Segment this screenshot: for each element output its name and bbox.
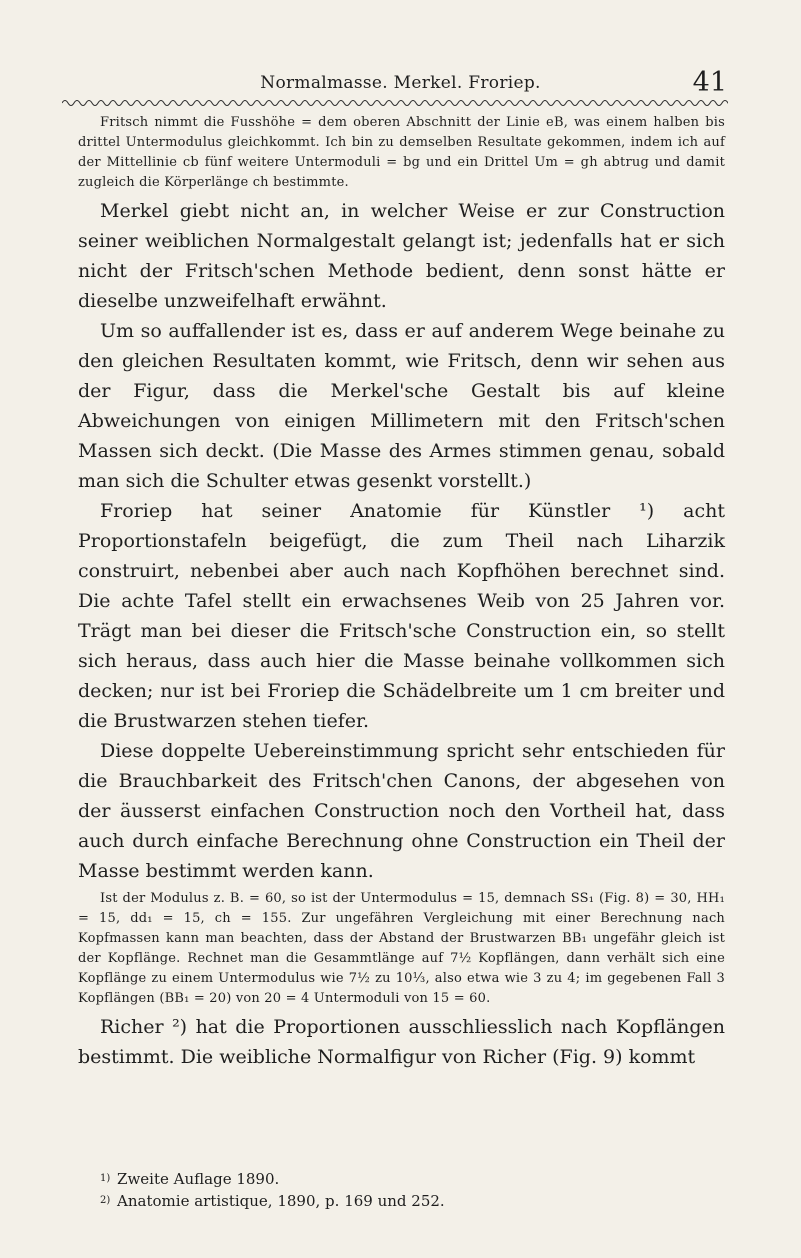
footnotes xyxy=(78,1168,725,1212)
paragraph-modulus-example: Ist der Modulus z. B. = 60, so ist der Untermodulus = 15, demnach SS₁ (Fig. 8) = 30, HH₁ = 15, dd₁ = 15, ch = 155. Zur ungefähren Vergleichung mit einer Berechnung nach Kopfmassen kann man beachten, dass der Abstand der Brustwarzen BB₁ ungefähr gleich ist der Kopflänge. Rechnet man die Gesammtlänge auf 7½ Kopflängen, dann verhält sich eine Kopflänge zu einem Untermodulus wie 7½ zu 10⅓, also etwa wie 3 zu 4; im gegebenen Fall 3 Kopflängen (BB₁ = 20) von 20 = 4 Untermoduli von 15 = 60. xyxy=(78,891,725,1006)
running-title: Normalmasse. Merkel. Froriep. xyxy=(260,73,541,93)
paragraph-similar-results: Um so auffallender ist es, dass er auf anderem Wege beinahe zu den gleichen Resultaten kommt, wie Fritsch, denn wir sehen aus der Figur, dass die Merkel'sche Gestalt bis auf kleine Abweichungen von einigen Millimetern mit den Fritsch'schen Massen sich deckt. (Die Masse des Armes stimmen genau, sobald man sich die Schulter etwas gesenkt vorstellt.) xyxy=(78,320,725,492)
paragraph-froriep: Froriep hat seiner Anatomie für Künstler ¹) acht Proportionstafeln beigefügt, die zum Theil nach Liharzik construirt, nebenbei aber auch nach Kopfhöhen berechnet sind. Die achte Tafel stellt ein erwachsenes Weib von 25 Jahren vor. Trägt man bei dieser die Fritsch'sche Construction ein, so stellt sich heraus, dass auch hier die Masse beinahe vollkommen sich decken; nur ist bei Froriep die Schädelbreite um 1 cm breiter und die Brustwarzen stehen tiefer. xyxy=(78,500,725,732)
page-number: 41 xyxy=(692,67,727,98)
wavy-rule-ornament xyxy=(62,96,728,110)
paragraph-fritsch-fusshoehe: Fritsch nimmt die Fusshöhe = dem oberen Abschnitt der Linie eB, was einem halben bis drittel Untermodulus gleichkommt. Ich bin zu demselben Resultate gekommen, indem ich auf der Mittellinie cb fünf weitere Untermoduli = bg und ein Drittel Um = gh abtrug und damit zugleich die Körperlänge ch bestimmte. xyxy=(78,115,725,190)
footnote-2 xyxy=(78,1190,725,1212)
footnote-1 xyxy=(78,1168,725,1190)
paragraph-merkel-construction: Merkel giebt nicht an, in welcher Weise er zur Construction seiner weiblichen Normalgestalt gelangt ist; jedenfalls hat er sich nicht der Fritsch'schen Methode bedient, denn sonst hätte er dieselbe unzweifelhaft erwähnt. xyxy=(78,200,725,312)
footnote-mark: 1) xyxy=(100,1173,111,1184)
paragraph-agreement: Diese doppelte Uebereinstimmung spricht sehr entschieden für die Brauchbarkeit des Fritsch'chen Canons, der abgesehen von der äusserst einfachen Construction noch den Vortheil hat, dass auch durch einfache Berechnung ohne Construction ein Theil der Masse bestimmt werden kann. xyxy=(78,740,725,882)
footnote-text: Anatomie artistique, 1890, p. 169 und 252. xyxy=(117,1192,445,1210)
footnote-mark: 2) xyxy=(100,1195,111,1206)
main-text xyxy=(78,113,725,1072)
footnote-text: Zweite Auflage 1890. xyxy=(117,1170,280,1188)
paragraph-richer: Richer ²) hat die Proportionen ausschliesslich nach Kopflängen bestimmt. Die weibliche Normalfigur von Richer (Fig. 9) kommt xyxy=(78,1016,725,1068)
